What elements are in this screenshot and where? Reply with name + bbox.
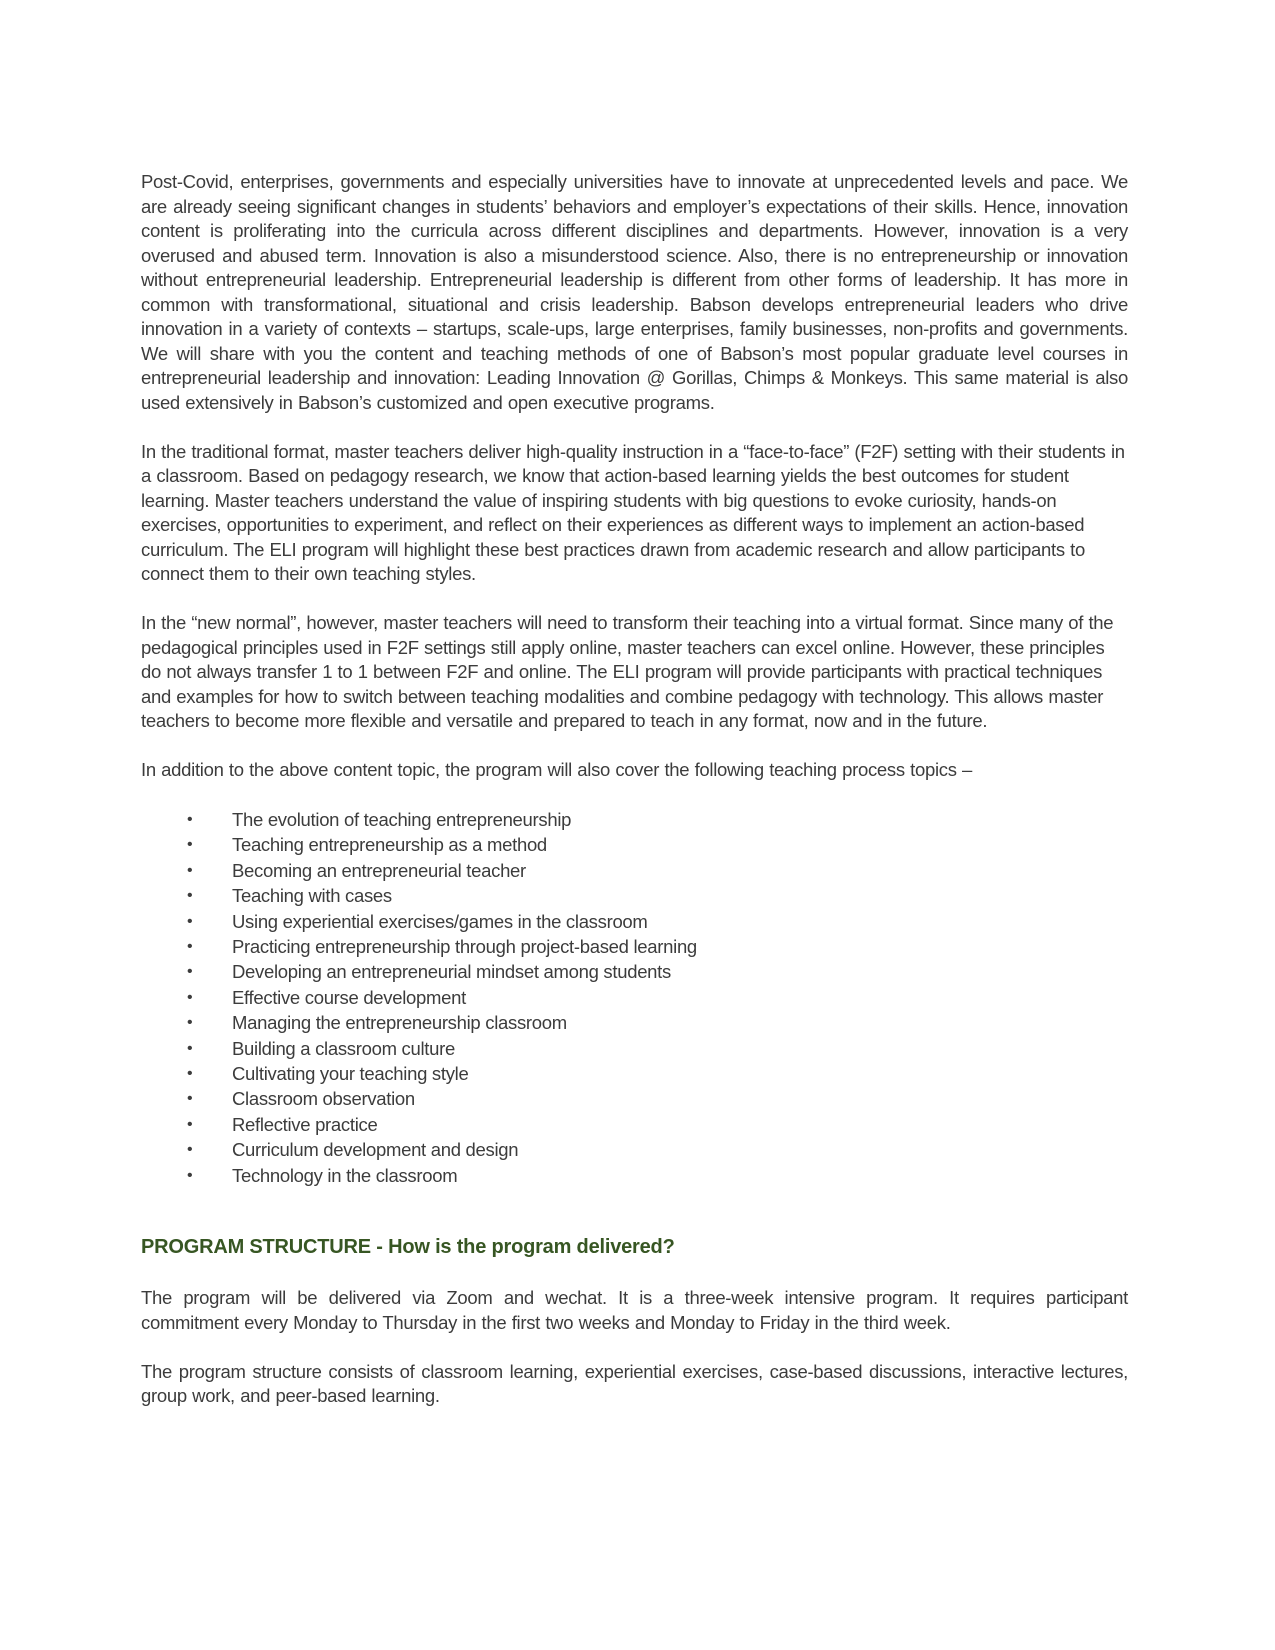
paragraph-traditional-format: In the traditional format, master teachers deliver high-quality instruction in a “face-to-face” (F2F) setting with their students in a classroom. Based on pedagogy research, we know that action-based learning yields the best outcomes for student learning. Master teachers understand the value of inspiring students with big questions to evoke curiosity, hands-on exercises, opportunities to experiment, and reflect on their experiences as different ways to implement an action-based curriculum. The ELI program will highlight these best practices drawn from academic research and allow participants to connect them to their own teaching styles. [141, 440, 1125, 584]
list-item: • Practicing entrepreneurship through project-based learning [141, 934, 1128, 959]
list-item: • Curriculum development and design [141, 1137, 1128, 1162]
paragraph-topics-intro: In addition to the above content topic, the program will also cover the following teaching process topics – [141, 759, 972, 780]
paragraph-post-covid: Post-Covid, enterprises, governments and especially universities have to innovate at unprecedented levels and pace. We are already seeing significant changes in students’ behaviors and employer’s expectations of their skills. Hence, innovation content is proliferating into the curricula across different disciplines and departments. However, innovation is a very overused and abused term. Innovation is also a misunderstood science. Also, there is no entrepreneurship or innovation without entrepreneurial leadership. Entrepreneurial leadership is different from other forms of leadership. It has more in common with transformational, situational and crisis leadership. Babson develops entrepreneurial leaders who drive innovation in a variety of contexts – startups, scale-ups, large enterprises, family businesses, non-profits and governments. We will share with you the content and teaching methods of one of Babson’s most popular graduate level courses in entrepreneurial leadership and innovation: Leading Innovation @ Gorillas, Chimps & Monkeys. This same material is also used extensively in Babson’s customized and open executive programs. [141, 171, 1128, 413]
paragraph-structure: The program structure consists of classroom learning, experiential exercises, case-based discussions, interactive lectures, group work, and peer-based learning. [141, 1360, 1128, 1407]
list-item: • Cultivating your teaching style [141, 1061, 1128, 1086]
teaching-topics-list [141, 807, 1128, 1188]
paragraph-new-normal: In the “new normal”, however, master teachers will need to transform their teaching into a virtual format. Since many of the pedagogical principles used in F2F settings still apply online, master teachers can excel online. However, these principles do not always transfer 1 to 1 between F2F and online. The ELI program will provide participants with practical techniques and examples for how to switch between teaching modalities and combine pedagogy with technology. This allows master teachers to become more flexible and versatile and prepared to teach in any format, now and in the future. [141, 612, 1114, 731]
list-item: • Teaching entrepreneurship as a method [141, 832, 1128, 857]
list-item: • Building a classroom culture [141, 1036, 1128, 1061]
list-item: • Classroom observation [141, 1086, 1128, 1111]
document-content [141, 0, 1128, 1433]
list-item: • Teaching with cases [141, 883, 1128, 908]
list-item: • Reflective practice [141, 1112, 1128, 1137]
list-item: • Becoming an entrepreneurial teacher [141, 858, 1128, 883]
list-item: • Using experiential exercises/games in the classroom [141, 909, 1128, 934]
list-item: • Developing an entrepreneurial mindset among students [141, 959, 1128, 984]
list-item: • The evolution of teaching entrepreneurship [141, 807, 1128, 832]
list-item: • Effective course development [141, 985, 1128, 1010]
list-item: • Technology in the classroom [141, 1163, 1128, 1188]
program-structure-heading: PROGRAM STRUCTURE - How is the program delivered? [141, 1236, 675, 1259]
paragraph-delivery: The program will be delivered via Zoom and wechat. It is a three-week intensive program. It requires participant commitment every Monday to Thursday in the first two weeks and Monday to Friday in the third week. [141, 1287, 1128, 1333]
list-item: • Managing the entrepreneurship classroom [141, 1010, 1128, 1035]
